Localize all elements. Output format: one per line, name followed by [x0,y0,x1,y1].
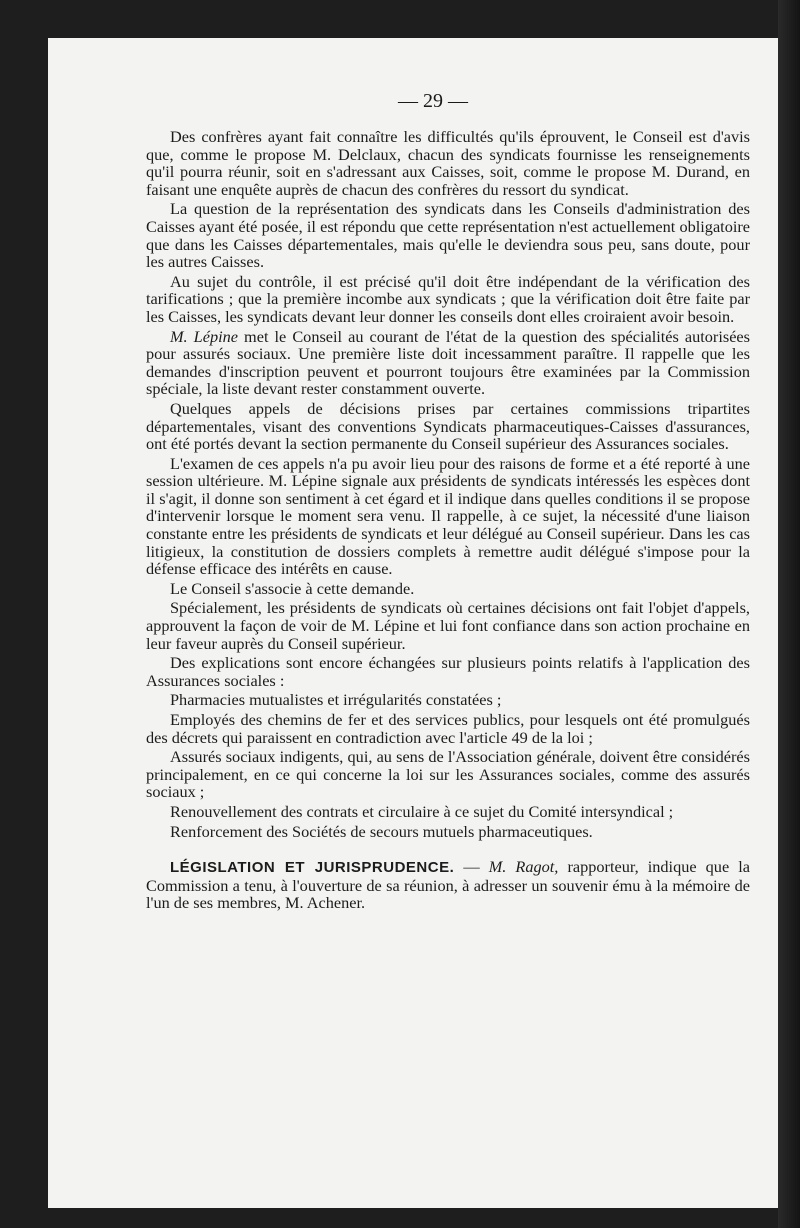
paragraph: La question de la représentation des syndicats dans les Conseils d'administration des Caisses ayant été posée, il est répondu que cette représentation n'est actuellement obligatoire que dans les Caisses départementales, mais qu'elle le deviendra sous peu, sans doute, pour les autres Caisses. [146,199,750,272]
page-edge [778,0,800,1228]
section-heading: LÉGISLATION ET JURISPRUDENCE. [170,859,455,877]
paragraph: Spécialement, les présidents de syndicats où certaines décisions ont fait l'objet d'appels, approuvent la façon de voir de M. Lépine et lui font confiance dans son action prochaine en leur faveur auprès du Conseil supérieur. [146,598,750,653]
paragraph: Quelques appels de décisions prises par certaines commissions tripartites départementales, visant des conventions Syndicats pharmaceutiques-Caisses d'assurances, ont été portés devant la section permanente du Conseil supérieur des Assurances sociales. [146,398,750,454]
speaker-name: M. Lépine [170,326,238,346]
speaker-name: M. Ragot, [488,857,559,877]
paragraph-text: rapporteur, indique que la Commission a tenu, à l'ouverture de sa réunion, à adresser un souvenir ému à la mémoire de l'un de ses membres, M. Achener. [146,857,750,913]
document-page [48,38,778,1208]
paragraph-text: met le Conseil au courant de l'état de la question des spécialités autorisées pour assurés sociaux. Une première liste doit incessamment paraître. Il rappelle que les demandes d'inscription peuvent et pourront toujours être examinées par la Commission spéciale, la liste devant rester constamment ouverte. [146,326,750,399]
list-item: Assurés sociaux indigents, qui, au sens de l'Association générale, doivent être considérés principalement, en ce qui concerne la loi sur les Assurances sociales, comme des assurés sociaux ; [146,747,750,802]
body-text [146,128,750,914]
page-number: — 29 — [398,90,468,112]
list-item: Renforcement des Sociétés de secours mutuels pharmaceutiques. [170,821,593,841]
dash: — [454,857,489,877]
section-paragraph [146,858,750,912]
paragraph: Le Conseil s'associe à cette demande. [170,578,415,598]
paragraph: Des confrères ayant fait connaître les difficultés qu'ils éprouvent, le Conseil est d'avis que, comme le propose M. Delclaux, chacun des syndicats fournisse les renseignements qu'il pourra réunir, soit en s'adressant aux Caisses, soit, comme le propose M. Durand, en faisant une enquête auprès de chacun des confrères du ressort du syndicat. [146,127,750,199]
list-item: Pharmacies mutualistes et irrégularités constatées ; [170,690,502,710]
paragraph: Au sujet du contrôle, il est précisé qu'il doit être indépendant de la vérification des tarifications ; que la première incombe aux syndicats ; que la vérification doit être faite par les Caisses, les syndicats devant leur donner les conseils dont elles croiraient avoir besoin. [146,271,750,326]
list-item: Renouvellement des contrats et circulaire à ce sujet du Comité intersyndical ; [170,801,674,821]
paragraph: L'examen de ces appels n'a pu avoir lieu pour des raisons de forme et a été reporté à une session ultérieure. M. Lépine signale aux présidents de syndicats intéressés les espèces dont il s'agit, il donne son sentiment à cet égard et il indique dans quelles conditions il se propose d'intervenir lorsque le moment sera venu. Il rappelle, à ce sujet, la nécessité d'une liaison constante entre les présidents de syndicats et leur délégué au Conseil supérieur. Dans les cas litigieux, la constitution de dossiers complets à remettre audit délégué s'impose pour la défense efficace des intérêts en cause. [146,453,750,579]
paragraph: Des explications sont encore échangées sur plusieurs points relatifs à l'application des Assurances sociales : [146,653,750,690]
paragraph [146,328,750,398]
list-item: Employés des chemins de fer et des services publics, pour lesquels ont été promulgués des décrets qui paraissent en contradiction avec l'article 49 de la loi ; [146,710,750,747]
